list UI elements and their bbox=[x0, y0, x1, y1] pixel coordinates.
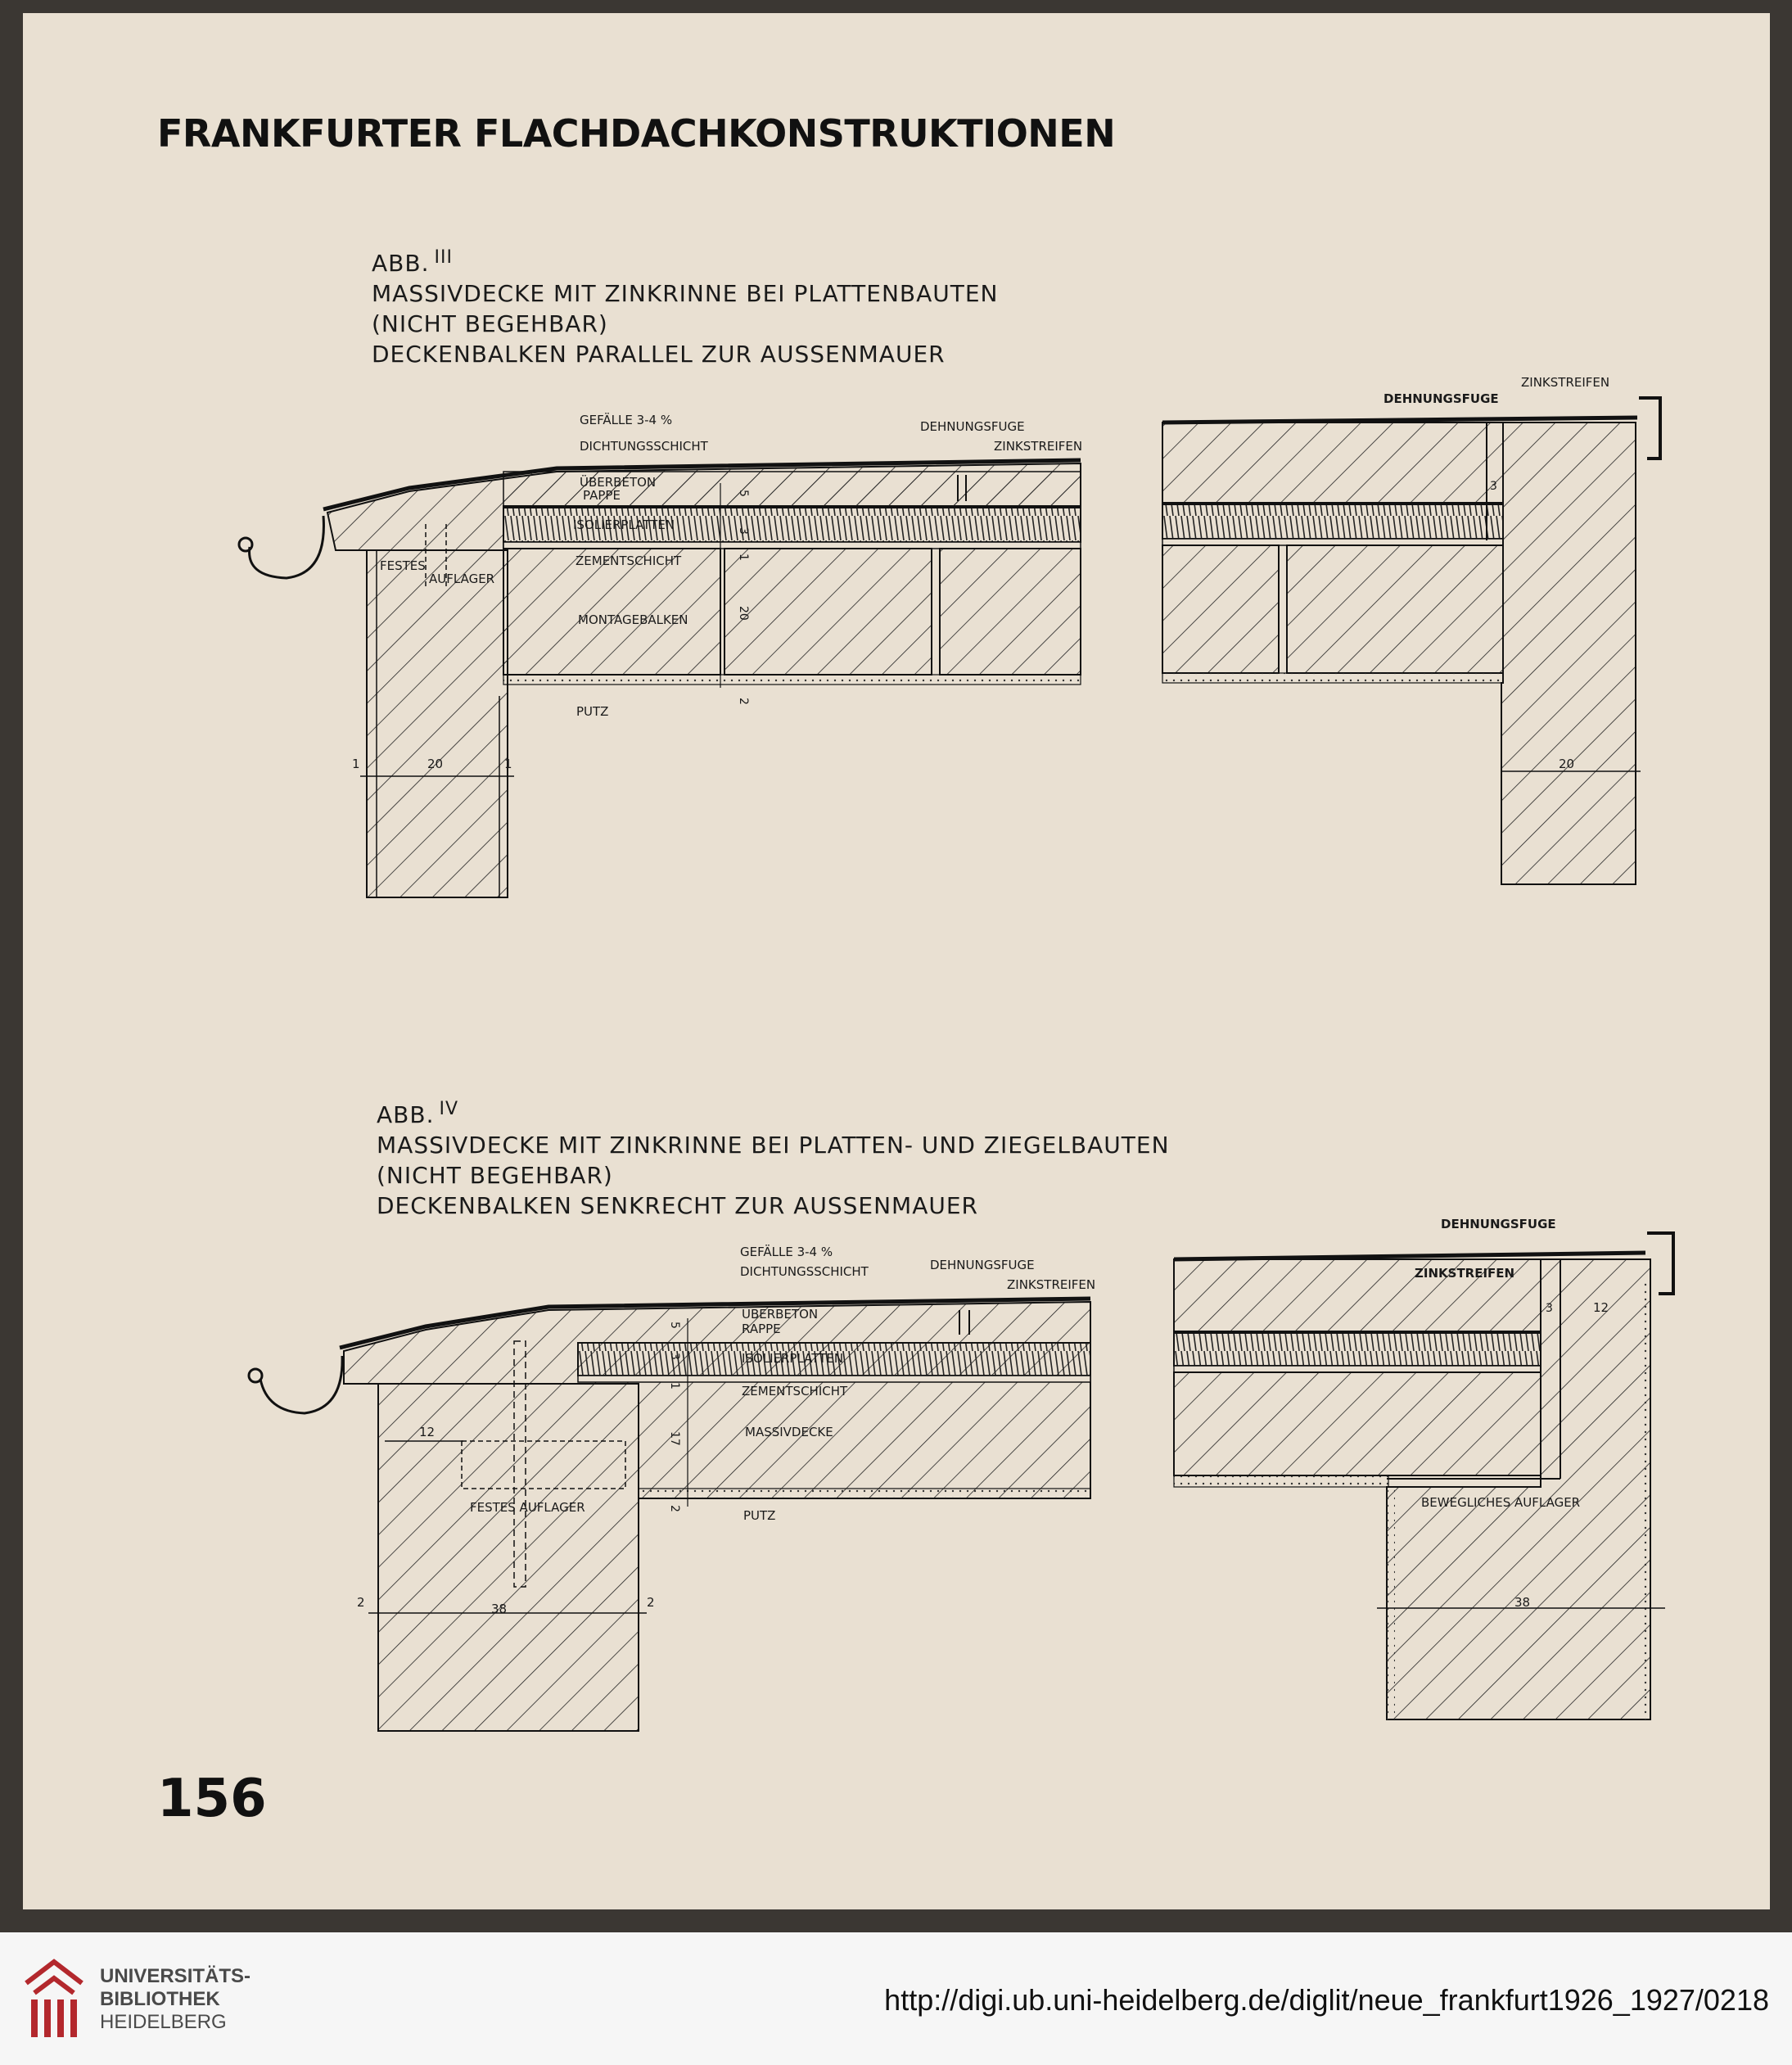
fig4-dim-2v: 2 bbox=[668, 1505, 681, 1512]
fig3-dim-1v: 1 bbox=[737, 554, 750, 561]
fig4-label-gefaelle: GEFÄLLE 3-4 % bbox=[740, 1245, 833, 1259]
fig4-label-zink: ZINKSTREIFEN bbox=[1007, 1277, 1096, 1292]
fig3-label-gefaelle: GEFÄLLE 3-4 % bbox=[580, 413, 673, 427]
fig3-right-dim-20: 20 bbox=[1559, 757, 1575, 771]
fig4-right-label-dehnung: DEHNUNGSFUGE bbox=[1441, 1217, 1556, 1231]
fig4-label-pappe: RAPPE bbox=[742, 1322, 781, 1336]
fig3-dim-2v: 2 bbox=[737, 698, 750, 705]
fig3-right-dim-3: 3 bbox=[1490, 480, 1497, 493]
fig4-dim-5v: 5 bbox=[668, 1322, 681, 1329]
fig4-dim-3v: 3 bbox=[668, 1353, 681, 1360]
fig3-label-dichtung: DICHTUNGSSCHICHT bbox=[580, 439, 708, 454]
figure-3-title-line-2: (NICHT BEGEHBAR) bbox=[372, 310, 608, 337]
figure-3-title-line-3: DECKENBALKEN PARALLEL ZUR AUSSENMAUER bbox=[372, 341, 946, 368]
figure-3-abb: ABB. bbox=[372, 250, 430, 277]
fig4-dim-17v: 17 bbox=[668, 1431, 681, 1446]
fig3-label-zink: ZINKSTREIFEN bbox=[994, 439, 1083, 454]
figure-3-title-line-1: MASSIVDECKE MIT ZINKRINNE BEI PLATTENBAUTEN bbox=[372, 280, 999, 307]
fig3-label-putz: PUTZ bbox=[576, 704, 609, 719]
fig4-right-dim-38: 38 bbox=[1514, 1595, 1531, 1610]
fig3-label-ueberbeton: ÜBERBETON bbox=[580, 475, 657, 490]
fig4-label-zement: ZEMENTSCHICHT bbox=[742, 1384, 848, 1399]
fig3-gutter bbox=[250, 516, 324, 578]
fig3-dim-20: 20 bbox=[427, 757, 444, 771]
figure-4-abb: ABB. bbox=[377, 1101, 435, 1128]
page-number: 156 bbox=[157, 1769, 267, 1829]
figure-4-title-line-1: MASSIVDECKE MIT ZINKRINNE BEI PLATTEN- UND ZIEGELBAUTEN bbox=[377, 1132, 1170, 1159]
fig4-right-label-bewegliches: BEWEGLICHES AUFLAGER bbox=[1421, 1495, 1581, 1510]
fig4-outer-wall bbox=[378, 1384, 639, 1731]
fig4-dim-12: 12 bbox=[419, 1425, 436, 1439]
fig4-gutter bbox=[260, 1356, 342, 1413]
fig4-label-isolier: ISOLIERPLATTEN bbox=[742, 1351, 844, 1366]
fig4-right-dim-12: 12 bbox=[1593, 1300, 1609, 1315]
fig4-dim-1v: 1 bbox=[668, 1382, 681, 1389]
fig3-label-dehnung: DEHNUNGSFUGE bbox=[920, 419, 1025, 434]
fig3-dim-1b: 1 bbox=[504, 757, 512, 771]
fig4-dim-2: 2 bbox=[357, 1595, 365, 1610]
fig3-dim-1: 1 bbox=[352, 757, 360, 771]
fig4-label-festes: FESTES AUFLAGER bbox=[470, 1500, 585, 1515]
university-name-line-3: HEIDELBERG bbox=[100, 2011, 227, 2033]
page-heading: FRANKFURTER FLACHDACHKONSTRUKTIONEN bbox=[157, 111, 1116, 156]
fig3-right-label-dehnung: DEHNUNGSFUGE bbox=[1383, 391, 1499, 406]
figure-4-title-line-3: DECKENBALKEN SENKRECHT ZUR AUSSENMAUER bbox=[377, 1192, 979, 1219]
university-logo-icon bbox=[18, 1950, 90, 2045]
figure-3-number: III bbox=[434, 247, 453, 268]
fig3-outer-wall bbox=[367, 550, 508, 897]
fig3-label-montage: MONTAGEBALKEN bbox=[578, 612, 688, 627]
fig3-label-auflager: AUFLAGER bbox=[429, 572, 495, 586]
fig4-right-dim-3: 3 bbox=[1546, 1302, 1553, 1315]
fig4-dim-2b: 2 bbox=[647, 1595, 655, 1610]
university-name-line-1: UNIVERSITÄTS- bbox=[100, 1965, 251, 1987]
fig3-dim-3: 3 bbox=[737, 527, 750, 535]
figure-3-right-section bbox=[1162, 375, 1660, 884]
fig3-zinc-flashing bbox=[1639, 398, 1660, 459]
fig3-dim-5: 5 bbox=[737, 490, 750, 497]
source-url-link[interactable]: http://digi.ub.uni-heidelberg.de/diglit/neue_frankfurt1926_1927/0218 bbox=[884, 1983, 1769, 2017]
university-name-line-2: BIBLIOTHEK bbox=[100, 1988, 220, 2010]
fig3-label-pappe: PAPPE bbox=[583, 488, 621, 503]
fig4-label-dichtung: DICHTUNGSSCHICHT bbox=[740, 1264, 869, 1279]
fig3-label-festes: FESTES bbox=[380, 558, 426, 573]
fig4-label-massiv: MASSIVDECKE bbox=[745, 1425, 833, 1439]
figure-4-number: IV bbox=[439, 1099, 459, 1119]
figure-3-left-section bbox=[239, 412, 1082, 897]
figure-4-left-section bbox=[249, 1244, 1095, 1731]
figure-4-right-section bbox=[1174, 1217, 1673, 1719]
figure-4-title-line-2: (NICHT BEGEHBAR) bbox=[377, 1162, 613, 1189]
fig3-dim-20v: 20 bbox=[737, 606, 750, 621]
fig3-label-zement: ZEMENTSCHICHT bbox=[576, 554, 682, 568]
fig4-label-dehnung: DEHNUNGSFUGE bbox=[930, 1258, 1035, 1272]
fig3-right-label-zink: ZINKSTREIFEN bbox=[1521, 375, 1610, 390]
fig4-dim-38: 38 bbox=[491, 1602, 508, 1616]
university-name bbox=[100, 1965, 251, 2034]
fig4-label-putz: PUTZ bbox=[743, 1508, 776, 1523]
fig4-label-ueberbeton: ÜBERBETON bbox=[742, 1307, 819, 1322]
fig4-right-label-zink: ZINKSTREIFEN bbox=[1415, 1266, 1515, 1281]
fig3-label-isolier: ISOLIERPLATTEN bbox=[573, 517, 675, 532]
footer-bar bbox=[0, 1932, 1792, 2065]
